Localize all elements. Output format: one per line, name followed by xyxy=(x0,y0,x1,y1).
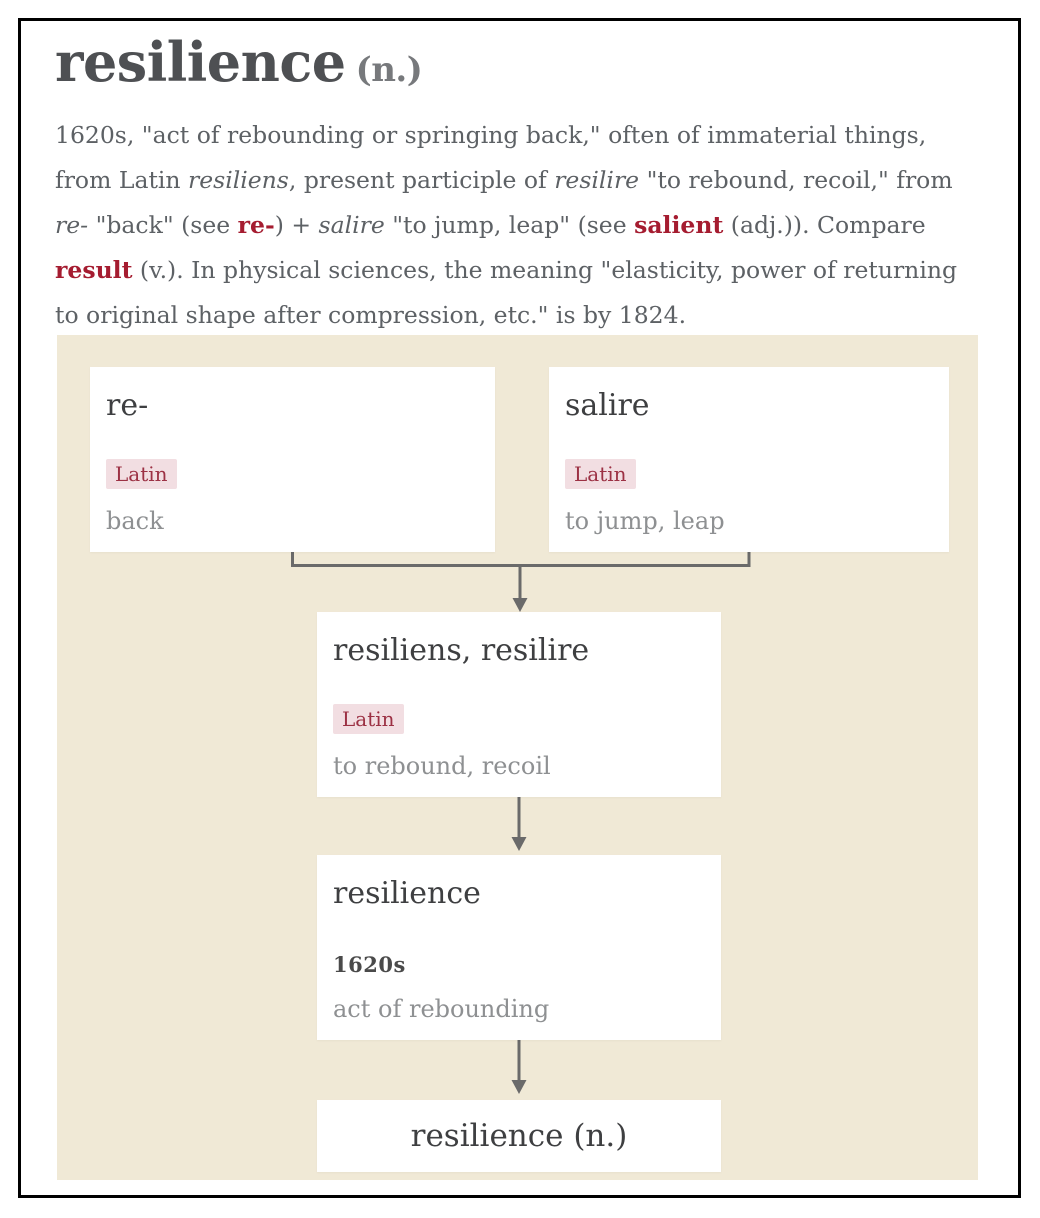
node-word: re- xyxy=(106,388,149,423)
chart-node-resilience-n[interactable] xyxy=(317,1100,721,1172)
definition-fragment: (v.). In physical sciences, the meaning "elasticity, power of returning to original shape after compression, etc." is by 1824. xyxy=(55,256,958,329)
foreign-term: resiliens xyxy=(188,166,289,194)
etymology-link-salient[interactable]: salient xyxy=(634,211,724,239)
definition-fragment: 1620s, "act of rebounding or springing back," often of immaterial things, from Latin xyxy=(55,121,927,194)
chart-node-resilience[interactable] xyxy=(317,855,721,1040)
node-word: resiliens, resilire xyxy=(333,633,590,668)
language-badge: Latin xyxy=(565,459,636,489)
node-word: resilience xyxy=(333,876,481,911)
badge-row xyxy=(106,459,479,489)
etymology-link-result[interactable]: result xyxy=(55,256,133,284)
foreign-term: resilire xyxy=(554,166,640,194)
chart-node-resiliens-resilire[interactable] xyxy=(317,612,721,797)
entry-pos: (n.) xyxy=(355,50,423,90)
foreign-term: re- xyxy=(55,211,89,239)
merge-bracket-line xyxy=(293,552,750,566)
node-gloss: back xyxy=(106,507,164,535)
date-text: 1620s xyxy=(333,952,406,977)
foreign-term: salire xyxy=(318,211,385,239)
definition-fragment: (adj.)). Compare xyxy=(723,211,926,239)
badge-row xyxy=(565,459,933,489)
node-gloss: to jump, leap xyxy=(565,507,725,535)
definition-fragment: ) + xyxy=(274,211,319,239)
definition-text xyxy=(55,113,984,338)
definition-fragment: , present participle of xyxy=(288,166,555,194)
node-word: resilience (n.) xyxy=(410,1118,628,1154)
chart-node-salire[interactable] xyxy=(549,367,949,552)
node-gloss: to rebound, recoil xyxy=(333,752,551,780)
date-row xyxy=(333,953,705,977)
etymology-chart-panel xyxy=(57,335,978,1180)
definition-fragment: "to rebound, recoil," from xyxy=(639,166,953,194)
node-gloss: act of rebounding xyxy=(333,995,550,1023)
definition-fragment: "back" (see xyxy=(88,211,238,239)
entry-word: resilience xyxy=(55,30,346,94)
arrow-down-icon xyxy=(513,565,528,612)
language-badge: Latin xyxy=(333,704,404,734)
arrow-down-icon xyxy=(512,1040,527,1094)
badge-row xyxy=(333,704,705,734)
page-frame xyxy=(18,18,1021,1198)
etymology-link-re[interactable]: re- xyxy=(237,211,275,239)
arrow-down-icon xyxy=(512,797,527,851)
entry-title xyxy=(55,30,1018,99)
node-word: salire xyxy=(565,388,650,423)
definition-fragment: "to jump, leap" (see xyxy=(384,211,635,239)
chart-node-re[interactable] xyxy=(90,367,495,552)
language-badge: Latin xyxy=(106,459,177,489)
